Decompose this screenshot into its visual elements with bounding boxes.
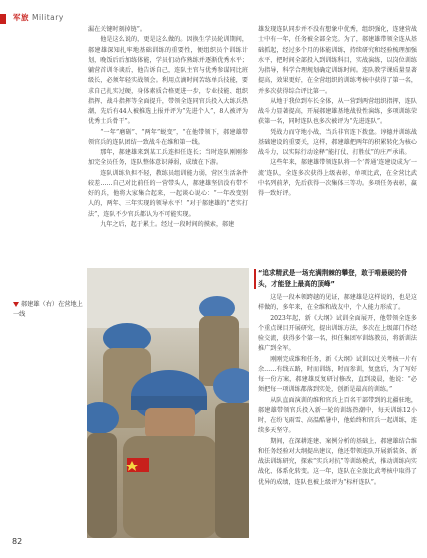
paragraph: 九年之后，起于累土。经过一段时间的摸索，郝建: [100, 220, 235, 228]
paragraph: 期间，在深耕连建、案例分析的基础上，郝建雄结合维和任务经验对大纲提出建议，他还带领连队开展新装备、新战法训练研究，探索“实兵对抗”等训练模式，推动训练向实战化、体系化转变。这一年，连队在全旅比武考核中取得了优异的成绩，连队也被上级评为“标杆连队”。: [258, 437, 417, 486]
pull-quote-text: “追求精武是一场充满荆棘的攀登，敢于啃最硬的骨头，才能登上最高的顶峰”: [258, 269, 408, 288]
paragraph: 那年，郝建雄来到某工兵连担任连长；当时连队刚刚参加完全员任务，连队整体意识薄弱，成绩在下游。: [88, 149, 248, 167]
article-column-right-top: [258, 25, 417, 199]
paragraph: 连队训练负担不轻，教练员组训能力弱，营区生活条件较差……自己对比前任的一营带头人，郝建雄坚信没有带不好的兵，他将大家集合起来，一起谈心说心：“一年改变别人的，两年、三年实现的领导水平！”对于郝建雄的“老实打法”，连队不少官兵都认为不可能实现。: [88, 169, 248, 218]
header-accent-bar: [0, 14, 6, 24]
paragraph: 2023年起，新《大纲》试训全面展开，他带领全连多个重点课目开展研究，提出训练方法，多次在上级部门作经验交流，获得多个第一名，担任集团军训练教员，将新训法推广到全军。: [258, 314, 417, 353]
soldiers-photo: [87, 268, 249, 538]
paragraph: 刚刚完成维和任务，新《大纲》试训以过关考核一片有余……有线五路，时而训练，时而参训，复盘后，为了写好每一份方案，郝建雄反复研讨修改，直到凌晨，他说：“必须把每一项训练都落到实处，创新是最高的训练。”: [258, 355, 417, 394]
article-column-middle: [88, 25, 248, 230]
photo-caption-text: 郝建雄（右）在营地上一线: [13, 301, 83, 318]
paragraph: 他是这么说的，更是这么做的。因换生学员轮训期间，郝建雄深知扎牢地基础训练的重要性，便组织员个训练计划，晚饭后后加练体能，学员们动作熟练并逐渐优秀水平；躺营首训冬谈后，他告诉自己，连队主官与优秀参谋同比班级长，必须年轻实战领会。利用点滴时间苦练单兵技能，要求自己扎实过硬，身体素质合格更进一步，专业技能、组织指挥、战斗指挥等全面提升，带领全连同官兵投入大练兵热潮，先后有44人被推选上报并评为”先进个人”，8人被评为优秀士兵骨干”。: [88, 36, 248, 126]
helmet-brim: [131, 396, 207, 410]
soldier-body: [123, 436, 217, 538]
photo-caption: [13, 300, 83, 319]
paragraph: 从地于我位到车长全体，从一营到两营组织指挥，连队战斗力显著提高，开展郝建雄基地战役性演练，多项训练荣获第一名，同时连队也多次被评为“先进连队”。: [258, 97, 417, 126]
section-label-en: Military: [32, 13, 64, 22]
article-column-right-bottom: [258, 293, 417, 488]
paragraph: 这些年来，郝建雄带领连队将一个‘普通’连建设成为‘一流’连队，全连多次获得上级表彰，单项比武，在全营比武中名列前茅，先后获得一次集体三等功。多项任务表彰，赢得一致好评。: [258, 159, 417, 197]
face: [145, 408, 195, 438]
paragraph: 从队直面演训的维和官兵上百名干部带到的北疆驻地，郝建雄带领官兵投入新一轮的训练热潮中，每天训练12小时，在纷飞雨雪、高温酷暑中，他始终和官兵一起训练，连续多天坚守。: [258, 396, 417, 435]
caption-marker-icon: [13, 302, 19, 307]
paragraph: “一年”磨砺”、“两年”蜕变”，“在他带领下，郝建雄带领官兵的连队团结一致战斗在维和第一线。: [88, 128, 248, 146]
paragraph: 漏在关键时刻掉链”。: [88, 26, 146, 33]
page-number: 82: [12, 537, 23, 546]
paragraph: 凭战力而守地小战，当兵非官连下拨盘。谆德并训练战基础建设的重要关，这样，郝建雄把两年的积累转化为核心战斗力，以实际行动诠释“能打仗、打胜仗”的庄严承诺。: [258, 128, 417, 156]
paragraph: 雄发现连队同步并不没有想象中优秀，组织强化，连建营战士中有一年，任务被全部全完。为了，郝建雄带领全连从基础抓起，经过多个月的体能训练，持续研究和经验梳理加强水平，把时间全部投入到训练科目，实战演练，以岗位训练为指导，科学合理规划确定训练时间。连队教学课质量显著提高，效果更好，在全营组织的训练考核中获得了第一名，并多次获得综合评比第一。: [258, 26, 417, 95]
pull-quote-bar: [254, 269, 256, 289]
section-label: [13, 12, 64, 23]
soldier-body: [215, 403, 249, 538]
section-label-cn: 军旅: [13, 13, 29, 22]
paragraph: 这是一段本领跨越的见证，郝建雄是这样说的，也是这样做的，多年来，在全维和战友中，个人能力形成了。: [258, 294, 417, 312]
soldiers-illustration: [87, 268, 249, 538]
soldier-body: [87, 433, 117, 538]
pull-quote: [258, 268, 417, 289]
